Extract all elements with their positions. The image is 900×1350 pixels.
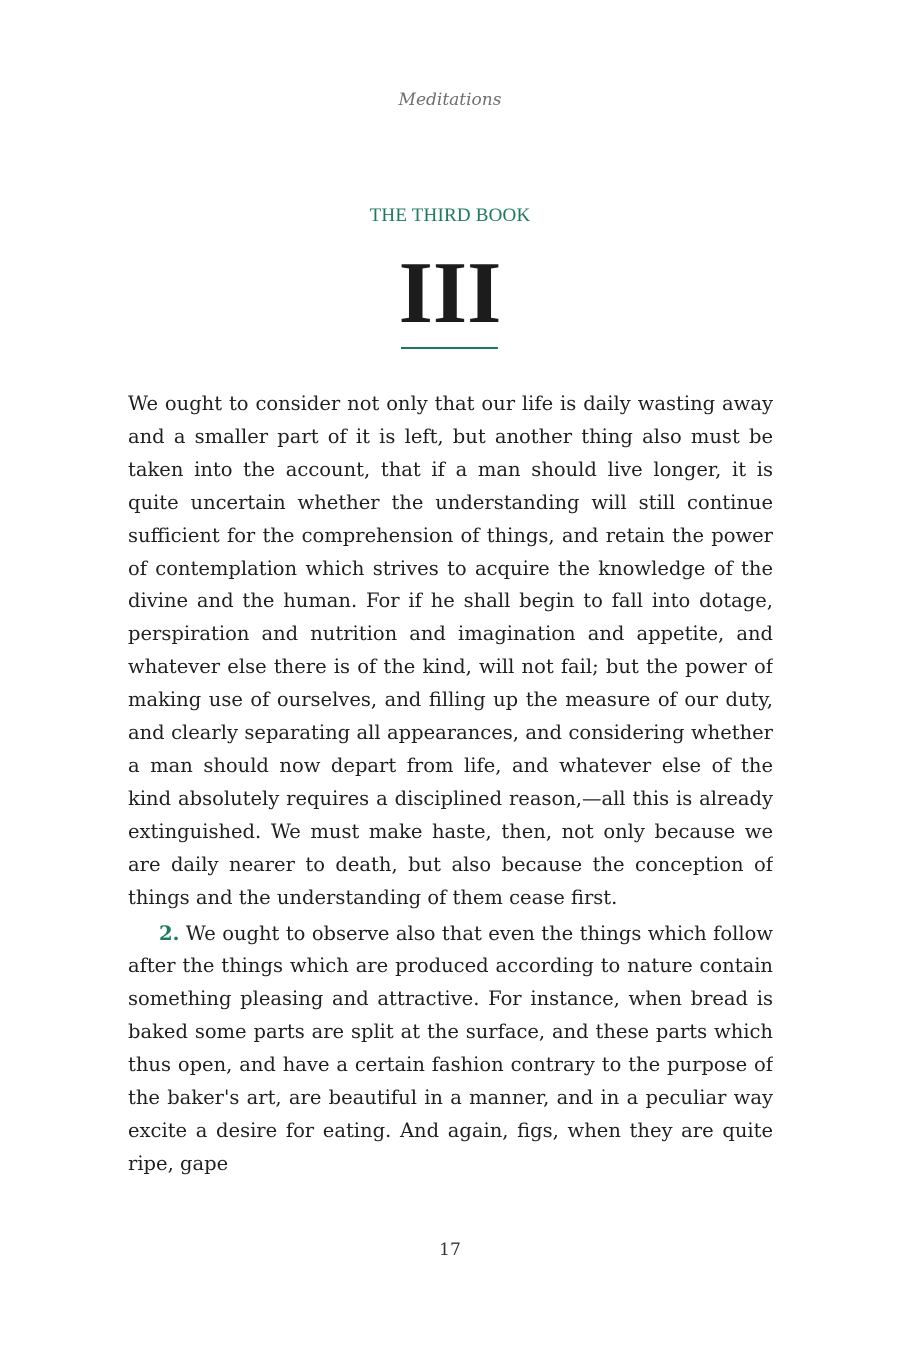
section-number-2: 2. — [159, 921, 180, 945]
book-label: THE THIRD BOOK — [369, 205, 531, 226]
paragraph-1 — [128, 388, 773, 915]
paragraph-2-text: We ought to observe also that even the things which follow after the things which are produced according to nature contain something pleasing and attractive. For instance, when bread is baked some parts are split at the surface, and these parts which thus open, and have a certain fashion contrary to the purpose of the baker's art, are beautiful in a manner, and in a peculiar way excite a desire for eating. And again, figs, when they are quite ripe, gape — [128, 921, 773, 1175]
paragraph-1-text: We ought to consider not only that our life is daily wasting away and a smaller part of it is left, but another thing also must be taken into the account, that if a man should live longer, it is quite uncertain whether the understanding will still continue sufficient for the comprehension of things, and retain the power of contemplation which strives to acquire the knowledge of the divine and the human. For if he shall begin to fall into dotage, perspiration and nutrition and imagination and appetite, and whatever else there is of the kind, will not fail; but the power of making use of ourselves, and filling up the measure of our duty, and clearly separating all appearances, and considering whether a man should now depart from life, and whatever else of the kind absolutely requires a disciplined reason,—all this is already extinguished. We must make haste, then, not only because we are daily nearer to death, but also because the conception of things and the understanding of them cease first. — [128, 392, 773, 909]
running-head: Meditations — [398, 90, 502, 110]
page-number: 17 — [439, 1240, 461, 1260]
paragraph-2 — [128, 918, 773, 1181]
title-divider — [401, 347, 498, 349]
book-numeral: III — [398, 245, 502, 342]
body-text — [128, 388, 773, 1218]
